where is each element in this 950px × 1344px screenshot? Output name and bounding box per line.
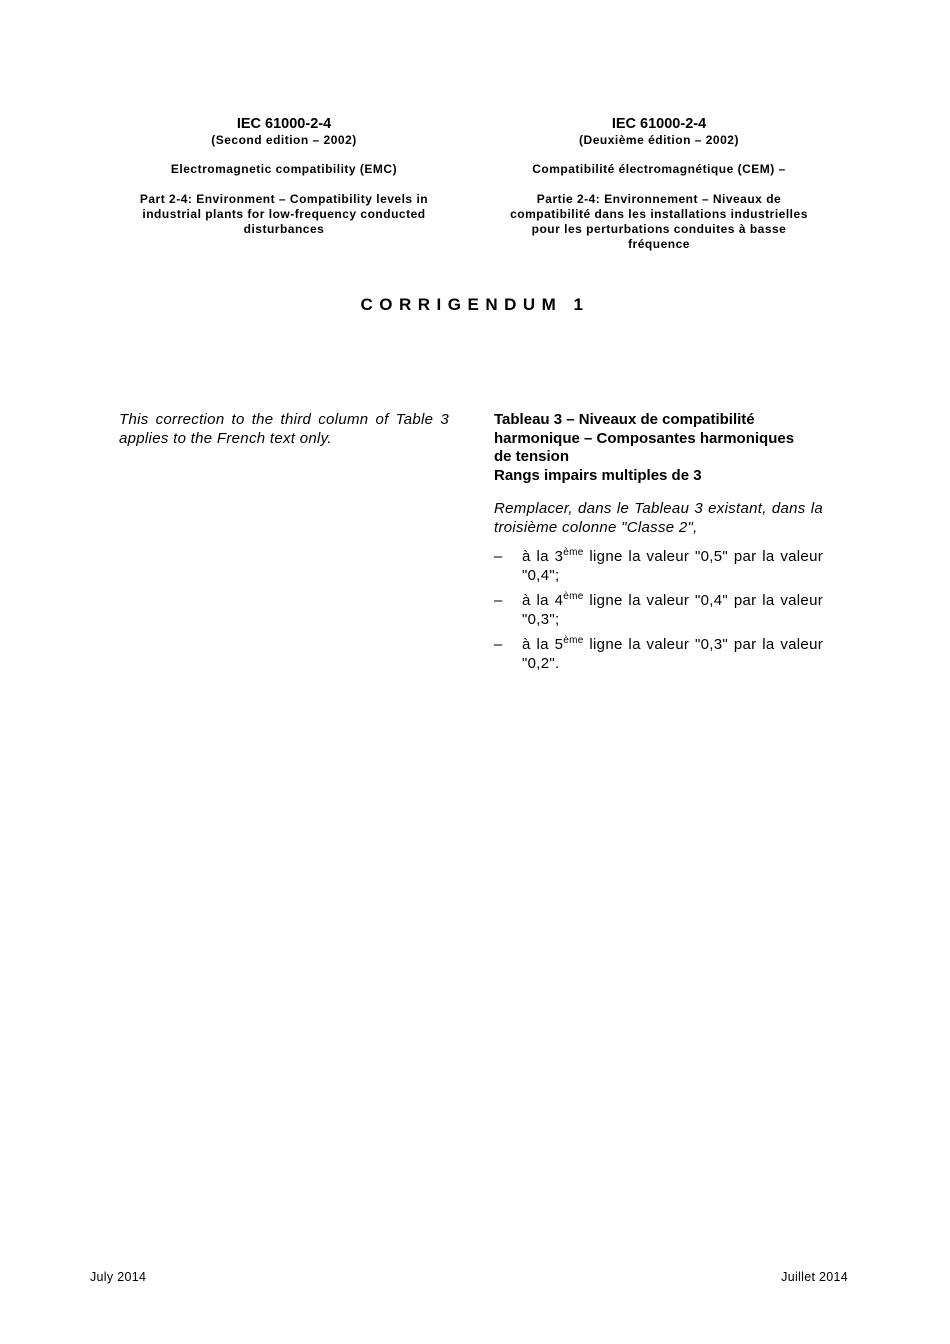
list-dash: – — [494, 636, 503, 653]
part-title-fr-line: compatibilité dans les installations industrielles — [510, 207, 808, 221]
list-item — [494, 636, 823, 673]
part-title-en-line: Part 2-4: Environment – Compatibility levels in — [139, 192, 429, 206]
edition-fr: (Deuxième édition – 2002) — [579, 133, 739, 147]
table-title-line: de tension — [494, 448, 570, 465]
part-title-fr-line: pour les perturbations conduites à basse — [531, 222, 787, 236]
title-fr: Compatibilité électromagnétique (CEM) – — [532, 162, 786, 176]
footer-date-en: July 2014 — [90, 1270, 147, 1284]
replace-instruction: Remplacer, dans le Tableau 3 existant, dans la troisième colonne "Classe 2", — [494, 500, 823, 536]
item-prefix: à la — [522, 548, 555, 565]
header-english — [118, 116, 450, 237]
table-title-line: Tableau 3 – Niveaux de compatibilité — [494, 411, 755, 428]
header-french — [493, 116, 825, 252]
item-rest: ligne la valeur "0,3" par la valeur "0,2". — [522, 636, 824, 672]
list-item-text — [522, 636, 823, 673]
table-title — [494, 411, 823, 485]
item-ordinal-suffix: ème — [563, 547, 584, 558]
item-ordinal: 3 — [554, 548, 564, 565]
item-prefix: à la — [522, 636, 555, 653]
list-item — [494, 548, 823, 585]
standard-number-fr: IEC 61000-2-4 — [611, 116, 707, 132]
part-title-en-line: disturbances — [243, 222, 325, 236]
list-item-text — [522, 592, 823, 629]
part-title-en — [118, 192, 450, 237]
item-ordinal-suffix: ème — [563, 635, 584, 646]
part-title-fr-line: fréquence — [628, 237, 690, 251]
title-en: Electromagnetic compatibility (EMC) — [170, 162, 398, 176]
item-ordinal: 5 — [554, 636, 564, 653]
table-title-line: Rangs impairs multiples de 3 — [494, 466, 702, 484]
french-correction — [494, 411, 823, 680]
list-dash: – — [494, 592, 503, 609]
item-rest: ligne la valeur "0,5" par la valeur "0,4"; — [522, 548, 824, 584]
item-prefix: à la — [522, 592, 555, 609]
edition-en: (Second edition – 2002) — [211, 133, 357, 147]
list-item — [494, 592, 823, 629]
footer-date-fr: Juillet 2014 — [781, 1270, 848, 1284]
item-ordinal-suffix: ème — [563, 591, 584, 602]
corrigendum-title: CORRIGENDUM 1 — [360, 295, 590, 314]
item-ordinal: 4 — [554, 592, 564, 609]
standard-number-en: IEC 61000-2-4 — [236, 116, 332, 132]
list-dash: – — [494, 548, 503, 565]
english-note: This correction to the third column of Table 3 applies to the French text only. — [119, 411, 449, 447]
part-title-fr — [493, 192, 825, 252]
replacement-list — [494, 548, 823, 673]
part-title-fr-line: Partie 2-4: Environnement – Niveaux de — [536, 192, 782, 206]
part-title-en-line: industrial plants for low-frequency conducted — [142, 207, 426, 221]
list-item-text — [522, 548, 823, 585]
table-title-line: harmonique – Composantes harmoniques — [494, 429, 795, 447]
item-rest: ligne la valeur "0,4" par la valeur "0,3"; — [522, 592, 824, 628]
